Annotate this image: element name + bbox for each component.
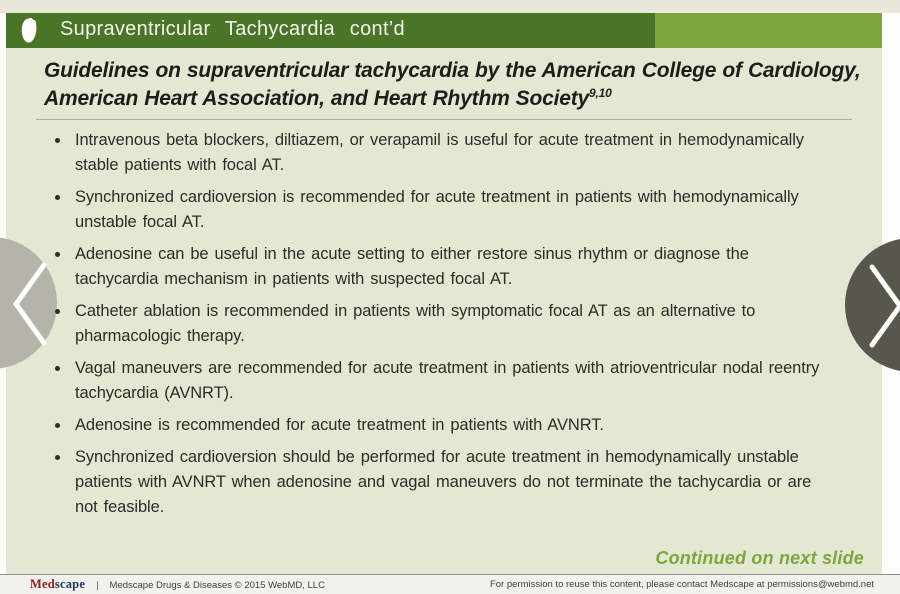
continued-note: Continued on next slide [655,548,864,568]
medscape-logo [30,577,85,592]
list-item [46,185,841,235]
bullet-text: Adenosine is recommended for acute treatment in patients with AVNRT. [75,416,604,434]
list-item [46,413,841,438]
medscape-logo-scape: scape [54,577,86,591]
footer-brand [30,577,325,592]
bullet-text: Synchronized cardioversion should be performed for acute treatment in hemodynamically unstable patients with AVNRT when adenosine and vagal maneuvers do not terminate the tachycardia or are not feasible. [75,448,812,516]
footer-separator: | [96,580,99,591]
bullet-text: Vagal maneuvers are recommended for acute treatment in patients with atrioventricular nodal reentry tachycardia (AVNRT). [75,359,820,402]
bullet-icon [55,366,60,371]
slide-header-accent-band [655,13,882,48]
slide-header [6,13,882,48]
slide-title [44,57,870,113]
bullet-icon [55,252,60,257]
list-item [46,128,841,178]
title-divider [36,119,852,120]
bullet-icon [55,309,60,314]
bullet-list [46,128,841,527]
list-item [46,299,841,349]
bullet-text: Intravenous beta blockers, diltiazem, or verapamil is useful for acute treatment in hemodynamically stable patients with focal AT. [75,131,804,174]
footer-bar [0,574,900,594]
slide-header-title: Supraventricular Tachycardia cont’d [60,18,405,40]
slide-body [6,48,882,575]
bullet-text: Synchronized cardioversion is recommended for acute treatment in patients with hemodynamically unstable focal AT. [75,188,799,231]
list-item [46,445,841,520]
bullet-icon [55,455,60,460]
top-strip [0,0,900,13]
heart-icon [19,17,42,44]
bullet-text: Catheter ablation is recommended in patients with symptomatic focal AT as an alternative to pharmacologic therapy. [75,302,756,345]
footer-brand-line: Medscape Drugs & Diseases © 2015 WebMD, LLC [109,580,325,591]
slide-title-line1: Guidelines on supraventricular tachycardia by the American College of [44,59,742,82]
bullet-text: Adenosine can be useful in the acute setting to either restore sinus rhythm or diagnose the tachycardia mechanism in patients with suspected focal AT. [75,245,749,288]
list-item [46,242,841,292]
slide-header-title-band [6,13,655,48]
medscape-logo-med: Med [30,577,55,591]
footer-permission-line: For permission to reuse this content, please contact Medscape at permissions@webmd.net [489,579,874,590]
bullet-icon [55,138,60,143]
list-item [46,356,841,406]
slide-title-reference: 9,10 [588,86,612,100]
bullet-icon [55,423,60,428]
bullet-icon [55,195,60,200]
slide-title-line2: Cardiology, American Heart Association, and Heart Rhythm Society [44,59,861,110]
